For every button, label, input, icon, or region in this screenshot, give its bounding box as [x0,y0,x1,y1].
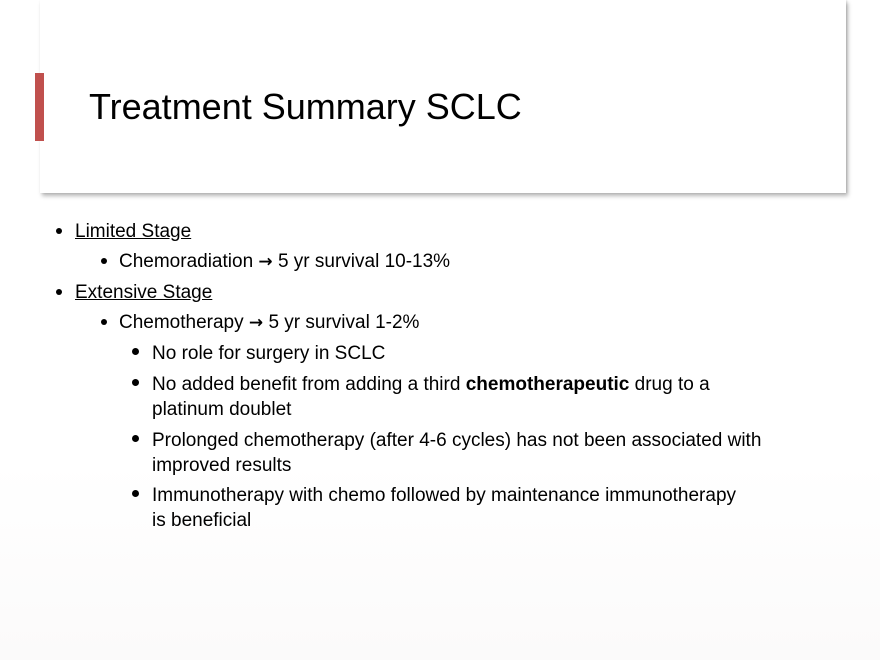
immunotherapy-line1: Immunotherapy with chemo followed by maintenance immunotherapy [152,485,737,506]
bullet-chemotherapy [101,310,419,336]
chemoradiation-survival: 5 yr survival 10-13% [277,251,451,272]
bullet-limited-stage [56,219,191,244]
bullet-dot [101,319,107,325]
prolonged-line2: improved results [152,455,292,476]
bullet-dot [101,258,107,264]
bullet-dot [132,435,139,442]
no-surgery-text: No role for surgery in SCLC [152,343,386,364]
bullet-immunotherapy [132,483,736,533]
bullet-dot [56,228,62,234]
third-drug-bold: chemotherapeutic [465,374,630,395]
slide-title: Treatment Summary SCLC [89,86,522,127]
bullet-no-surgery [132,341,385,366]
bullet-extensive-stage [56,280,212,305]
prolonged-line1: Prolonged chemotherapy (after 4-6 cycles) has not been associated with [152,430,762,451]
third-drug-before: No added benefit from adding a third [152,374,461,395]
bullet-dot [132,379,139,386]
bullet-dot [132,348,139,355]
title-accent-bar [35,73,44,141]
bullet-dot [132,490,139,497]
chemotherapy-survival: 5 yr survival 1-2% [268,312,420,333]
bullet-dot [56,289,62,295]
bullet-chemoradiation [101,249,450,275]
bullet-prolonged-chemo [132,428,761,478]
arrow-right-icon: → [248,313,264,333]
limited-stage-label: Limited Stage [75,221,192,242]
chemotherapy-prefix: Chemotherapy [119,312,244,333]
chemotherapy-line [119,310,419,336]
arrow-right-icon: → [258,252,273,272]
third-drug-after: drug to a [634,374,710,395]
chemoradiation-line [119,249,450,275]
immunotherapy-line2: is beneficial [152,510,252,531]
extensive-stage-label: Extensive Stage [75,282,213,303]
chemoradiation-prefix: Chemoradiation [119,251,254,272]
third-drug-line2: platinum doublet [152,399,292,420]
bullet-third-drug [132,372,710,422]
third-drug-line1 [152,372,710,397]
